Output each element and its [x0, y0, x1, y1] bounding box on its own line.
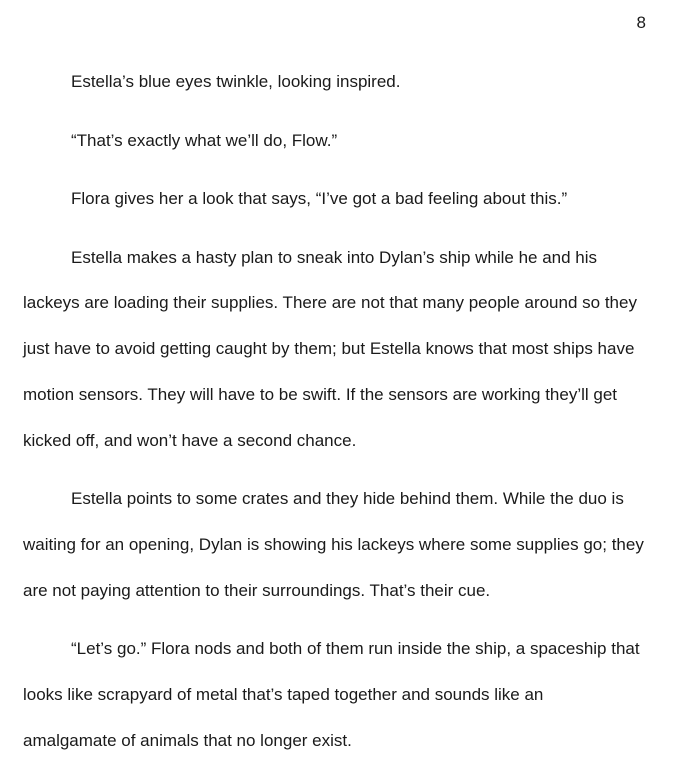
paragraph-line: lackeys are loading their supplies. There are not that many people around so they	[23, 293, 637, 312]
paragraph-line: looks like scrapyard of metal that’s taped together and sounds like an	[23, 685, 544, 704]
paragraph-line: just have to avoid getting caught by them; but Estella knows that most ships have	[23, 339, 635, 358]
paragraph-line: Estella makes a hasty plan to sneak into Dylan’s ship while he and his	[71, 248, 598, 267]
paragraph-line: waiting for an opening, Dylan is showing his lackeys where some supplies go; they	[23, 535, 644, 554]
paragraph-line: kicked off, and won’t have a second chance.	[23, 431, 357, 450]
page-number: 8	[636, 13, 646, 32]
paragraph-line: Estella’s blue eyes twinkle, looking inspired.	[71, 72, 401, 91]
paragraph-line: “Let’s go.” Flora nods and both of them run inside the ship, a spaceship that	[71, 639, 640, 658]
paragraph-line: motion sensors. They will have to be swift. If the sensors are working they’ll get	[23, 385, 618, 404]
paragraph-line: amalgamate of animals that no longer exist.	[23, 731, 352, 750]
paragraph-line: are not paying attention to their surroundings. That’s their cue.	[23, 581, 491, 600]
paragraph-line: Flora gives her a look that says, “I’ve got a bad feeling about this.”	[71, 189, 568, 208]
paragraph-line: “That’s exactly what we’ll do, Flow.”	[71, 131, 338, 150]
paragraph-line: Estella points to some crates and they hide behind them. While the duo is	[71, 489, 624, 508]
